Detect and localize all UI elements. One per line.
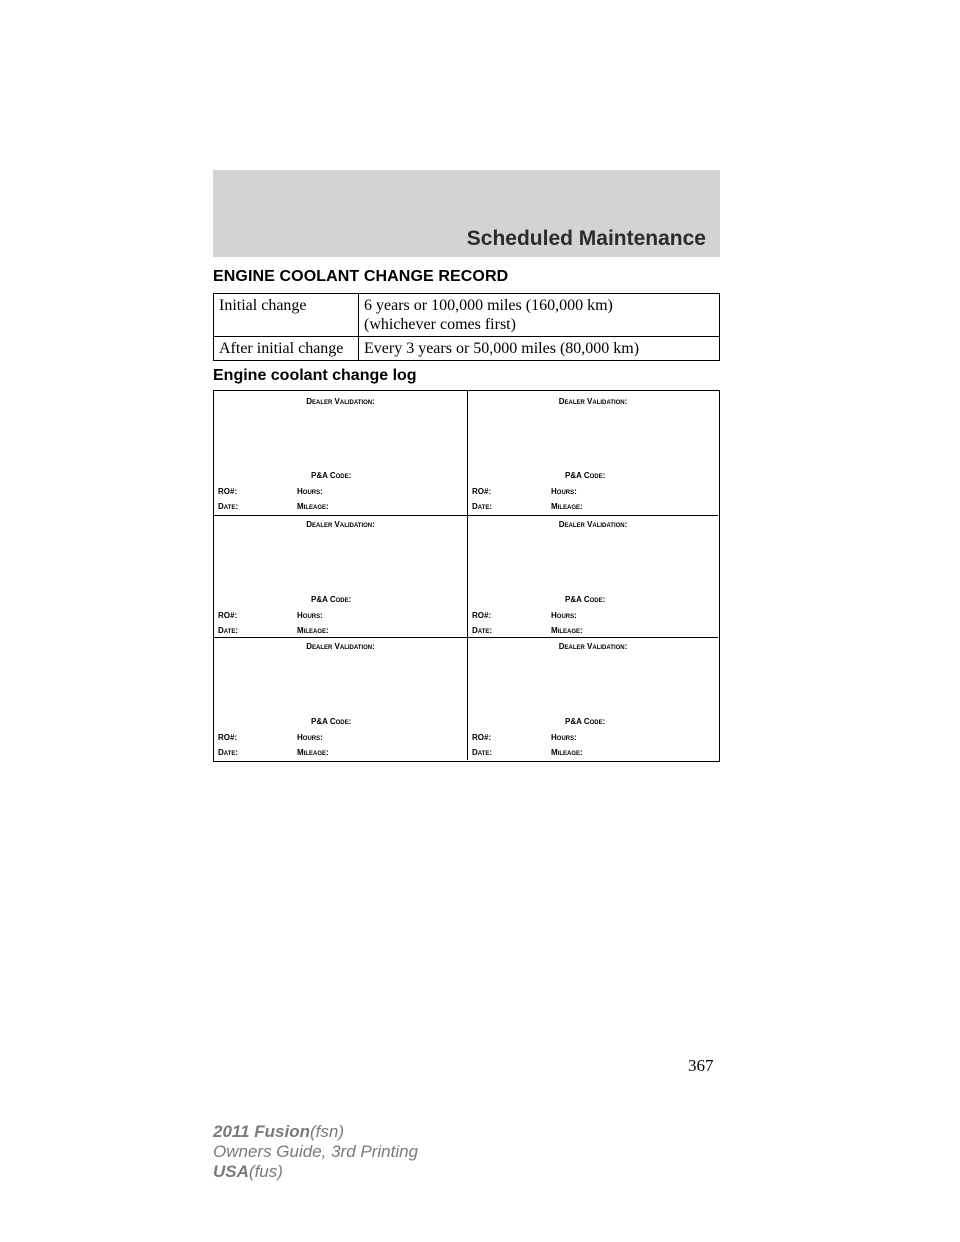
log-entry-cell[interactable] <box>214 515 467 637</box>
initial-change-label: Initial change <box>214 294 359 337</box>
initial-change-value-line2: (whichever comes first) <box>364 316 516 333</box>
after-initial-change-value: Every 3 years or 50,000 miles (80,000 km) <box>359 337 720 361</box>
footer-line-3 <box>213 1162 418 1182</box>
log-entry-cell[interactable] <box>214 391 467 515</box>
log-entry-cell[interactable] <box>467 391 718 515</box>
page-number: 367 <box>688 1056 714 1075</box>
ro-number-label: RO#: <box>218 487 238 496</box>
coolant-change-log-grid <box>213 390 720 762</box>
hours-label: Hours: <box>297 733 323 742</box>
footer-model-code: (fsn) <box>310 1122 344 1141</box>
dealer-validation-label: Dealer Validation: <box>306 397 375 406</box>
dealer-validation-label: Dealer Validation: <box>306 642 375 651</box>
log-entry-cell[interactable] <box>467 515 718 637</box>
initial-change-value-line1: 6 years or 100,000 miles (160,000 km) <box>364 297 613 314</box>
mileage-label: Mileage: <box>551 502 583 511</box>
table-row <box>214 337 720 361</box>
section-header-band <box>213 170 720 257</box>
pa-code-label: P&A Code: <box>565 595 606 604</box>
log-entry-cell[interactable] <box>214 637 467 760</box>
hours-label: Hours: <box>551 487 577 496</box>
dealer-validation-label: Dealer Validation: <box>558 520 628 529</box>
ro-number-label: RO#: <box>472 611 492 620</box>
table-row <box>214 294 720 337</box>
hours-label: Hours: <box>551 733 577 742</box>
mileage-label: Mileage: <box>297 626 329 635</box>
coolant-record-heading: ENGINE COOLANT CHANGE RECORD <box>213 268 509 285</box>
dealer-validation-label: Dealer Validation: <box>558 642 628 651</box>
footer-line-1 <box>213 1122 418 1142</box>
document-footer <box>213 1122 418 1182</box>
hours-label: Hours: <box>297 611 323 620</box>
ro-number-label: RO#: <box>218 611 238 620</box>
footer-line-2: Owners Guide, 3rd Printing <box>213 1142 419 1161</box>
hours-label: Hours: <box>297 487 323 496</box>
ro-number-label: RO#: <box>472 733 492 742</box>
dealer-validation-label: Dealer Validation: <box>306 520 375 529</box>
pa-code-label: P&A Code: <box>311 595 352 604</box>
section-title: Scheduled Maintenance <box>466 227 706 250</box>
after-initial-change-label: After initial change <box>214 337 359 361</box>
mileage-label: Mileage: <box>551 748 583 757</box>
date-label: Date: <box>472 626 492 635</box>
dealer-validation-label: Dealer Validation: <box>558 397 628 406</box>
pa-code-label: P&A Code: <box>311 717 352 726</box>
log-entry-cell[interactable] <box>467 637 718 760</box>
date-label: Date: <box>472 502 492 511</box>
footer-model: 2011 Fusion <box>213 1122 310 1141</box>
date-label: Date: <box>218 626 238 635</box>
footer-region-code: (fus) <box>248 1162 283 1181</box>
pa-code-label: P&A Code: <box>565 471 606 480</box>
date-label: Date: <box>218 502 238 511</box>
change-interval-table <box>213 293 720 361</box>
mileage-label: Mileage: <box>297 502 329 511</box>
mileage-label: Mileage: <box>297 748 329 757</box>
coolant-log-heading: Engine coolant change log <box>213 367 417 384</box>
pa-code-label: P&A Code: <box>565 717 606 726</box>
hours-label: Hours: <box>551 611 577 620</box>
footer-region: USA <box>213 1162 249 1181</box>
mileage-label: Mileage: <box>551 626 583 635</box>
date-label: Date: <box>218 748 238 757</box>
pa-code-label: P&A Code: <box>311 471 352 480</box>
ro-number-label: RO#: <box>218 733 238 742</box>
date-label: Date: <box>472 748 492 757</box>
initial-change-value <box>359 294 720 337</box>
ro-number-label: RO#: <box>472 487 492 496</box>
